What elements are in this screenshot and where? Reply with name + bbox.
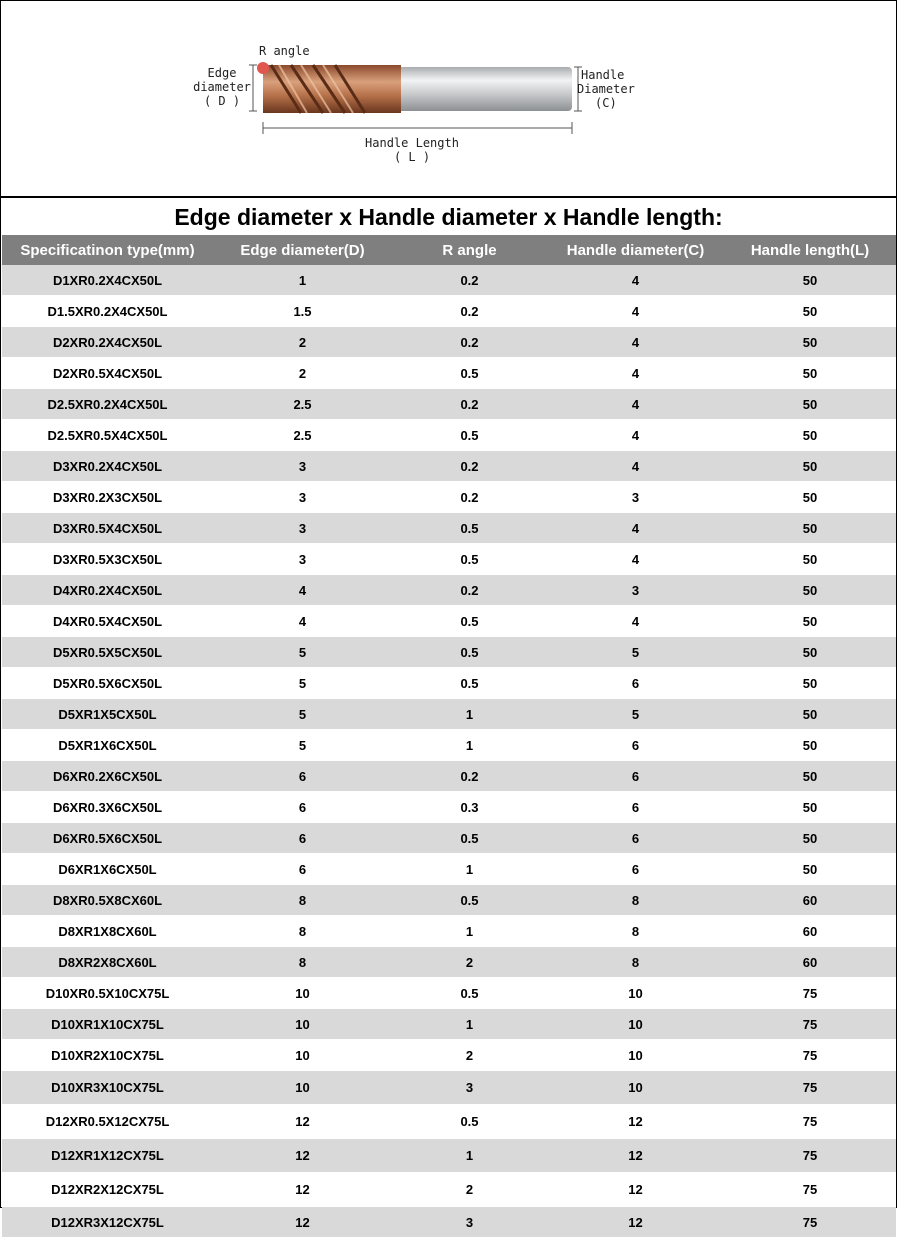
col-header-r-angle: R angle — [392, 235, 547, 265]
handle-diameter-cell: 6 — [547, 854, 724, 885]
edge-diameter-cell: 5 — [213, 699, 392, 730]
spec-type-cell: D2.5XR0.5X4CX50L — [2, 420, 213, 451]
r-angle-cell: 0.2 — [392, 761, 547, 792]
edge-diameter-cell: 4 — [213, 575, 392, 606]
table-title: Edge diameter x Handle diameter x Handle length: — [174, 204, 723, 230]
r-angle-cell: 3 — [392, 1207, 547, 1238]
handle-length-cell: 50 — [724, 637, 896, 668]
edge-diameter-cell: 12 — [213, 1173, 392, 1207]
edge-diameter-cell: 12 — [213, 1105, 392, 1139]
r-angle-cell: 0.2 — [392, 327, 547, 358]
edge-diameter-cell: 3 — [213, 482, 392, 513]
r-angle-cell: 0.5 — [392, 606, 547, 637]
table-row — [2, 730, 896, 761]
handle-length-cell: 50 — [724, 823, 896, 854]
r-angle-cell: 0.2 — [392, 451, 547, 482]
handle-length-cell: 75 — [724, 1207, 896, 1238]
spec-type-cell: D5XR0.5X6CX50L — [2, 668, 213, 699]
r-angle-cell: 0.5 — [392, 668, 547, 699]
handle-length-cell: 50 — [724, 327, 896, 358]
handle-diameter-cell: 6 — [547, 668, 724, 699]
r-angle-cell: 1 — [392, 854, 547, 885]
spec-type-cell: D3XR0.2X4CX50L — [2, 451, 213, 482]
handle-diameter-cell: 4 — [547, 358, 724, 389]
table-row — [2, 916, 896, 947]
table-row — [2, 606, 896, 637]
spec-type-cell: D2.5XR0.2X4CX50L — [2, 389, 213, 420]
table-row — [2, 544, 896, 575]
handle-diameter-cell: 4 — [547, 420, 724, 451]
table-row — [2, 327, 896, 358]
handle-length-cell: 50 — [724, 668, 896, 699]
table-row — [2, 1139, 896, 1173]
table-row — [2, 265, 896, 296]
handle-diameter-cell: 4 — [547, 327, 724, 358]
handle-diameter-cell: 12 — [547, 1207, 724, 1238]
table-row — [2, 885, 896, 916]
spec-type-cell: D12XR2X12CX75L — [2, 1173, 213, 1207]
edge-diameter-cell: 6 — [213, 854, 392, 885]
r-angle-cell: 2 — [392, 1173, 547, 1207]
r-angle-cell: 1 — [392, 1009, 547, 1040]
r-angle-label: R angle — [259, 44, 310, 58]
spec-type-cell: D8XR0.5X8CX60L — [2, 885, 213, 916]
table-row — [2, 296, 896, 327]
handle-diameter-cell: 6 — [547, 823, 724, 854]
r-angle-cell: 0.2 — [392, 482, 547, 513]
table-row — [2, 513, 896, 544]
shank-shape — [396, 67, 572, 111]
handle-length-cell: 50 — [724, 730, 896, 761]
r-angle-cell: 0.5 — [392, 544, 547, 575]
table-row — [2, 637, 896, 668]
handle-length-cell: 50 — [724, 854, 896, 885]
handle-diameter-cell: 10 — [547, 1040, 724, 1071]
handle-diameter-label: Handle Diameter (C) — [577, 68, 635, 110]
edge-diameter-cell: 2.5 — [213, 420, 392, 451]
handle-length-cell: 50 — [724, 606, 896, 637]
spec-type-cell: D12XR0.5X12CX75L — [2, 1105, 213, 1139]
spec-type-cell: D3XR0.5X4CX50L — [2, 513, 213, 544]
table-row — [2, 1173, 896, 1207]
r-angle-cell: 1 — [392, 916, 547, 947]
table-row — [2, 575, 896, 606]
r-angle-cell: 0.5 — [392, 358, 547, 389]
r-angle-cell: 0.5 — [392, 885, 547, 916]
col-header-handle-diameter: Handle diameter(C) — [547, 235, 724, 265]
handle-diameter-cell: 8 — [547, 885, 724, 916]
table-row — [2, 358, 896, 389]
handle-diameter-cell: 4 — [547, 265, 724, 296]
handle-length-cell: 75 — [724, 1040, 896, 1071]
handle-diameter-cell: 3 — [547, 482, 724, 513]
edge-diameter-cell: 12 — [213, 1139, 392, 1173]
r-angle-cell: 0.5 — [392, 637, 547, 668]
table-row — [2, 978, 896, 1009]
handle-length-cell: 75 — [724, 1071, 896, 1105]
handle-diameter-cell: 4 — [547, 544, 724, 575]
table-row — [2, 420, 896, 451]
handle-length-cell: 75 — [724, 1139, 896, 1173]
spec-type-cell: D8XR2X8CX60L — [2, 947, 213, 978]
spec-type-cell: D6XR0.3X6CX50L — [2, 792, 213, 823]
edge-diameter-cell: 6 — [213, 792, 392, 823]
edge-diameter-cell: 8 — [213, 947, 392, 978]
table-row — [2, 668, 896, 699]
handle-length-cell: 50 — [724, 699, 896, 730]
handle-diameter-cell: 5 — [547, 699, 724, 730]
table-row — [2, 451, 896, 482]
edge-diameter-cell: 2 — [213, 327, 392, 358]
handle-diameter-cell: 6 — [547, 792, 724, 823]
handle-length-cell: 50 — [724, 513, 896, 544]
handle-diameter-cell: 12 — [547, 1139, 724, 1173]
tool-dimension-diagram — [1, 1, 896, 198]
specification-table — [2, 235, 896, 1238]
handle-diameter-cell: 8 — [547, 916, 724, 947]
spec-type-cell: D5XR1X5CX50L — [2, 699, 213, 730]
edge-diameter-cell: 3 — [213, 544, 392, 575]
handle-length-cell: 50 — [724, 544, 896, 575]
handle-diameter-cell: 6 — [547, 730, 724, 761]
handle-length-cell: 75 — [724, 1173, 896, 1207]
handle-diameter-cell: 12 — [547, 1173, 724, 1207]
spec-type-cell: D12XR1X12CX75L — [2, 1139, 213, 1173]
spec-type-cell: D6XR1X6CX50L — [2, 854, 213, 885]
edge-diameter-cell: 10 — [213, 1040, 392, 1071]
r-angle-cell: 0.5 — [392, 978, 547, 1009]
r-angle-cell: 0.2 — [392, 389, 547, 420]
handle-length-cell: 75 — [724, 1009, 896, 1040]
edge-diameter-cell: 4 — [213, 606, 392, 637]
spec-type-cell: D4XR0.5X4CX50L — [2, 606, 213, 637]
handle-diameter-cell: 4 — [547, 296, 724, 327]
spec-type-cell: D10XR0.5X10CX75L — [2, 978, 213, 1009]
edge-diameter-cell: 2.5 — [213, 389, 392, 420]
edge-diameter-cell: 5 — [213, 637, 392, 668]
edge-diameter-label: Edge diameter ( D ) — [193, 66, 251, 108]
r-angle-cell: 3 — [392, 1071, 547, 1105]
edge-diameter-cell: 5 — [213, 730, 392, 761]
spec-type-cell: D5XR1X6CX50L — [2, 730, 213, 761]
table-row — [2, 854, 896, 885]
handle-length-cell: 60 — [724, 947, 896, 978]
table-header-row — [2, 235, 896, 265]
handle-length-cell: 50 — [724, 575, 896, 606]
handle-diameter-cell: 3 — [547, 575, 724, 606]
table-row — [2, 792, 896, 823]
edge-diameter-cell: 2 — [213, 358, 392, 389]
handle-diameter-cell: 10 — [547, 978, 724, 1009]
handle-length-cell: 50 — [724, 451, 896, 482]
table-row — [2, 699, 896, 730]
edge-diameter-cell: 10 — [213, 1071, 392, 1105]
r-angle-cell: 2 — [392, 1040, 547, 1071]
handle-diameter-cell: 10 — [547, 1009, 724, 1040]
table-row — [2, 482, 896, 513]
handle-length-cell: 50 — [724, 265, 896, 296]
r-angle-cell: 0.5 — [392, 420, 547, 451]
spec-type-cell: D1.5XR0.2X4CX50L — [2, 296, 213, 327]
edge-diameter-cell: 10 — [213, 978, 392, 1009]
spec-type-cell: D6XR0.5X6CX50L — [2, 823, 213, 854]
table-row — [2, 1071, 896, 1105]
table-row — [2, 1009, 896, 1040]
spec-type-cell: D10XR2X10CX75L — [2, 1040, 213, 1071]
table-row — [2, 947, 896, 978]
handle-length-cell: 50 — [724, 482, 896, 513]
handle-length-cell: 75 — [724, 978, 896, 1009]
edge-diameter-cell: 6 — [213, 823, 392, 854]
handle-diameter-cell: 12 — [547, 1105, 724, 1139]
handle-diameter-cell: 4 — [547, 451, 724, 482]
table-row — [2, 389, 896, 420]
handle-length-cell: 60 — [724, 916, 896, 947]
edge-diameter-cell: 12 — [213, 1207, 392, 1238]
edge-diameter-cell: 5 — [213, 668, 392, 699]
spec-type-cell: D3XR0.5X3CX50L — [2, 544, 213, 575]
table-row — [2, 1040, 896, 1071]
r-angle-cell: 0.5 — [392, 1105, 547, 1139]
spec-type-cell: D10XR3X10CX75L — [2, 1071, 213, 1105]
handle-diameter-cell: 5 — [547, 637, 724, 668]
handle-length-label: Handle Length ( L ) — [365, 136, 459, 164]
handle-diameter-cell: 4 — [547, 513, 724, 544]
table-body — [2, 265, 896, 1238]
neck-shape — [369, 65, 401, 113]
edge-diameter-cell: 8 — [213, 916, 392, 947]
r-angle-cell: 0.2 — [392, 575, 547, 606]
spec-type-cell: D1XR0.2X4CX50L — [2, 265, 213, 296]
handle-length-cell: 50 — [724, 761, 896, 792]
spec-type-cell: D12XR3X12CX75L — [2, 1207, 213, 1238]
table-row — [2, 1207, 896, 1238]
table-row — [2, 1105, 896, 1139]
r-angle-cell: 2 — [392, 947, 547, 978]
spec-type-cell: D2XR0.5X4CX50L — [2, 358, 213, 389]
handle-length-cell: 50 — [724, 296, 896, 327]
end-mill-drawing — [1, 1, 896, 196]
handle-length-cell: 50 — [724, 389, 896, 420]
r-angle-cell: 0.5 — [392, 513, 547, 544]
spec-type-cell: D8XR1X8CX60L — [2, 916, 213, 947]
r-angle-cell: 0.2 — [392, 296, 547, 327]
handle-diameter-cell: 10 — [547, 1071, 724, 1105]
handle-length-cell: 50 — [724, 792, 896, 823]
handle-length-cell: 50 — [724, 358, 896, 389]
table-row — [2, 823, 896, 854]
spec-type-cell: D6XR0.2X6CX50L — [2, 761, 213, 792]
handle-diameter-cell: 8 — [547, 947, 724, 978]
spec-type-cell: D5XR0.5X5CX50L — [2, 637, 213, 668]
r-angle-marker — [257, 62, 269, 74]
r-angle-cell: 1 — [392, 730, 547, 761]
col-header-handle-length: Handle length(L) — [724, 235, 896, 265]
r-angle-cell: 1 — [392, 1139, 547, 1173]
handle-length-cell: 60 — [724, 885, 896, 916]
spec-type-cell: D2XR0.2X4CX50L — [2, 327, 213, 358]
handle-diameter-cell: 4 — [547, 389, 724, 420]
r-angle-cell: 1 — [392, 699, 547, 730]
r-angle-cell: 0.3 — [392, 792, 547, 823]
handle-diameter-cell: 6 — [547, 761, 724, 792]
r-angle-cell: 0.5 — [392, 823, 547, 854]
edge-diameter-cell: 3 — [213, 513, 392, 544]
col-header-spec-type: Specificatinon type(mm) — [2, 235, 213, 265]
edge-diameter-cell: 6 — [213, 761, 392, 792]
edge-diameter-cell: 3 — [213, 451, 392, 482]
spec-type-cell: D3XR0.2X3CX50L — [2, 482, 213, 513]
edge-diameter-cell: 8 — [213, 885, 392, 916]
r-angle-cell: 0.2 — [392, 265, 547, 296]
edge-diameter-cell: 10 — [213, 1009, 392, 1040]
handle-length-cell: 75 — [724, 1105, 896, 1139]
edge-diameter-cell: 1.5 — [213, 296, 392, 327]
col-header-edge-diameter: Edge diameter(D) — [213, 235, 392, 265]
spec-type-cell: D10XR1X10CX75L — [2, 1009, 213, 1040]
table-row — [2, 761, 896, 792]
handle-diameter-cell: 4 — [547, 606, 724, 637]
spec-type-cell: D4XR0.2X4CX50L — [2, 575, 213, 606]
edge-diameter-cell: 1 — [213, 265, 392, 296]
handle-length-cell: 50 — [724, 420, 896, 451]
